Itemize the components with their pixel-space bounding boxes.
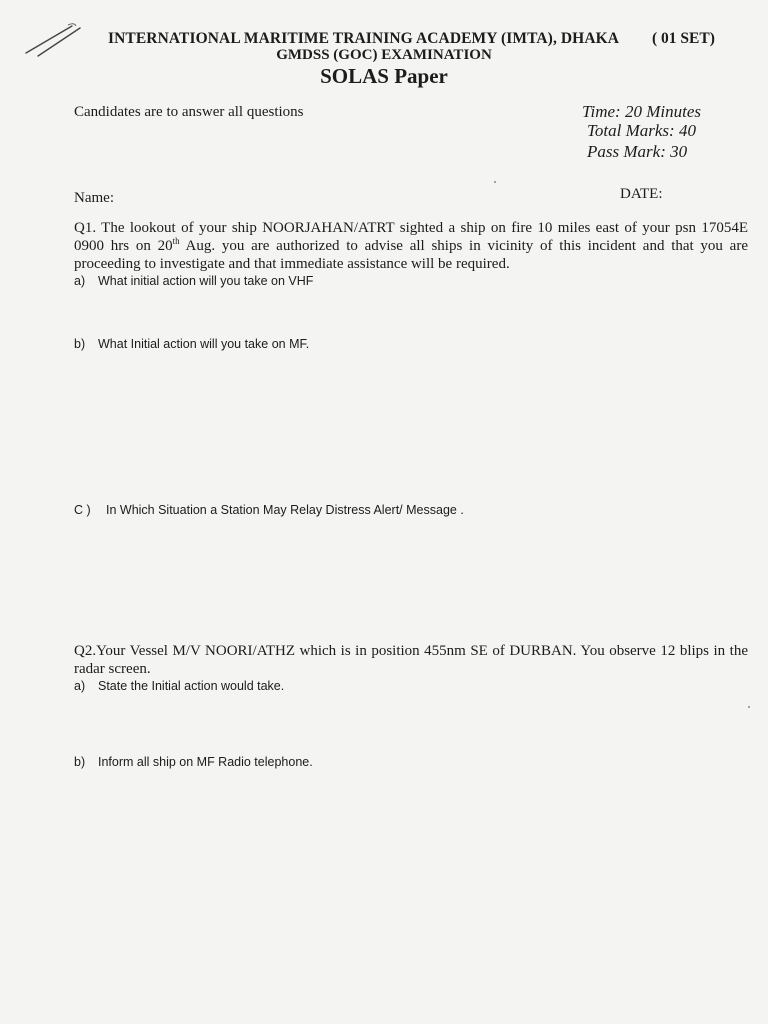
question-2a-text: State the Initial action would take. <box>98 679 285 693</box>
name-label: Name: <box>74 190 114 206</box>
institution-title: INTERNATIONAL MARITIME TRAINING ACADEMY (IMTA), DHAKA <box>108 30 620 47</box>
question-1b-label: b) <box>74 337 86 351</box>
scan-speck <box>748 706 750 708</box>
question-1-text-part1: Q1. The lookout of your ship NOORJAHAN/ATRT sighted a ship on fire 10 miles east of your psn 17054E 0900 hrs on 20 <box>74 220 748 254</box>
date-label: DATE: <box>620 186 663 202</box>
paper-title: SOLAS Paper <box>320 64 448 88</box>
question-1c-text: In Which Situation a Station May Relay Distress Alert/ Message . <box>106 503 464 517</box>
question-2b <box>74 755 313 769</box>
question-2a-label: a) <box>74 679 86 693</box>
question-2b-label: b) <box>74 755 86 769</box>
question-2-text: Q2.Your Vessel M/V NOORI/ATHZ which is in position 455nm SE of DURBAN. You observe 12 blips in the radar screen. <box>74 643 748 677</box>
candidates-instruction: Candidates are to answer all questions <box>74 104 304 120</box>
question-1a-text: What initial action will you take on VHF <box>98 274 314 288</box>
ordinal-suffix: th <box>172 236 180 246</box>
question-1a <box>74 274 313 288</box>
question-1-text <box>74 219 748 273</box>
question-1-text-part2: Aug. you are authorized to advise all ships in vicinity of this incident and that you are proceeding to investigate and that immediate assistance will be required. <box>74 238 748 272</box>
question-1b <box>74 337 309 351</box>
total-marks: Total Marks: 40 <box>587 121 696 140</box>
set-label: ( 01 SET) <box>652 30 715 47</box>
question-1c <box>74 503 464 517</box>
question-2a <box>74 679 284 693</box>
exam-title: GMDSS (GOC) EXAMINATION <box>276 47 492 63</box>
scan-speck <box>494 181 496 183</box>
pass-mark: Pass Mark: 30 <box>587 142 688 161</box>
time-limit: Time: 20 Minutes <box>582 102 701 121</box>
question-2b-text: Inform all ship on MF Radio telephone. <box>98 755 313 769</box>
question-1a-label: a) <box>74 274 86 288</box>
question-1c-label: C ) <box>74 503 91 517</box>
question-1b-text: What Initial action will you take on MF. <box>98 337 310 351</box>
